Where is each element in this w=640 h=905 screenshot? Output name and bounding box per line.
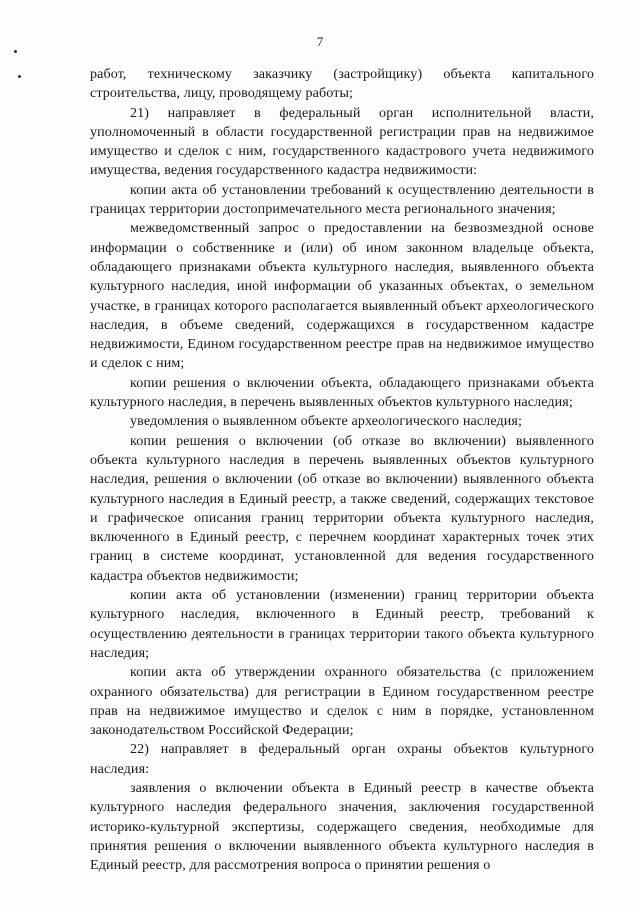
paragraph: 21) направляет в федеральный орган исполнительной власти, уполномоченный в области государственной регистрации прав на недвижимое имущество и сделок с ним, государственного кадастрового учета недвижимого имущества, ведения государственного кадастра недвижимости:: [90, 104, 594, 179]
paragraph: копии акта об установлении требований к осуществлению деятельности в границах территории достопримечательного места регионального значения;: [90, 181, 594, 218]
paragraph: копии решения о включении (об отказе во включении) выявленного объекта культурного наследия в перечень выявленных объектов культурного наследия, решения о включении (об отказе во включении) выявленного объекта культурного наследия в Единый реестр, а также сведений, содержащих текстовое и графическое описания границ территории объекта культурного наследия, включенного в Единый реестр, с перечнем координат характерных точек этих границ в системе координат, установленной для ведения государственного кадастра объектов недвижимости;: [90, 432, 594, 584]
scan-speck: [14, 50, 17, 53]
paragraph: заявления о включении объекта в Единый реестр в качестве объекта культурного наследия федерального значения, заключения государственной историко-культурной экспертизы, содержащего сведения, необходимые для принятия решения о включении выявленного объекта культурного наследия в Единый реестр, для рассмотрения вопроса о принятии решения о: [90, 779, 594, 874]
scan-speck: [18, 75, 21, 78]
paragraph: работ, техническому заказчику (застройщику) объекта капитального строительства, лицу, проводящему работы;: [90, 66, 594, 102]
paragraph: межведомственный запрос о предоставлении на безвозмездной основе информации о собственнике и (или) об ином законном владельце объекта, обладающего признаками объекта культурного наследия, выявленного объекта культурного наследия, иной информации об указанных объектах, о земельном участке, в границах которого располагается выявленный объект археологического наследия, в объеме сведений, содержащихся в государственном кадастре недвижимости, Едином государственном реестре прав на недвижимое имущество и сделок с ним;: [90, 220, 594, 372]
paragraph: копии акта об установлении (изменении) границ территории объекта культурного наследия, включенного в Единый реестр, требований к осуществлению деятельности в границах территории такого объекта культурного наследия;: [90, 587, 594, 661]
page-number: 7: [316, 34, 324, 49]
paragraph: копии решения о включении объекта, обладающего признаками объекта культурного наследия, в перечень выявленных объектов культурного наследия;: [90, 374, 594, 411]
paragraph: уведомления о выявленном объекте археологического наследия;: [130, 413, 522, 430]
paragraph: 22) направляет в федеральный орган охраны объектов культурного наследия:: [90, 741, 594, 777]
paragraph: копии акта об утверждении охранного обязательства (с приложением охранного обязательства) для регистрации в Едином государственном реестре прав на недвижимое имущество и сделок с ним в порядке, установленном законодательством Российской Федерации;: [90, 664, 594, 739]
document-body: [90, 65, 594, 875]
